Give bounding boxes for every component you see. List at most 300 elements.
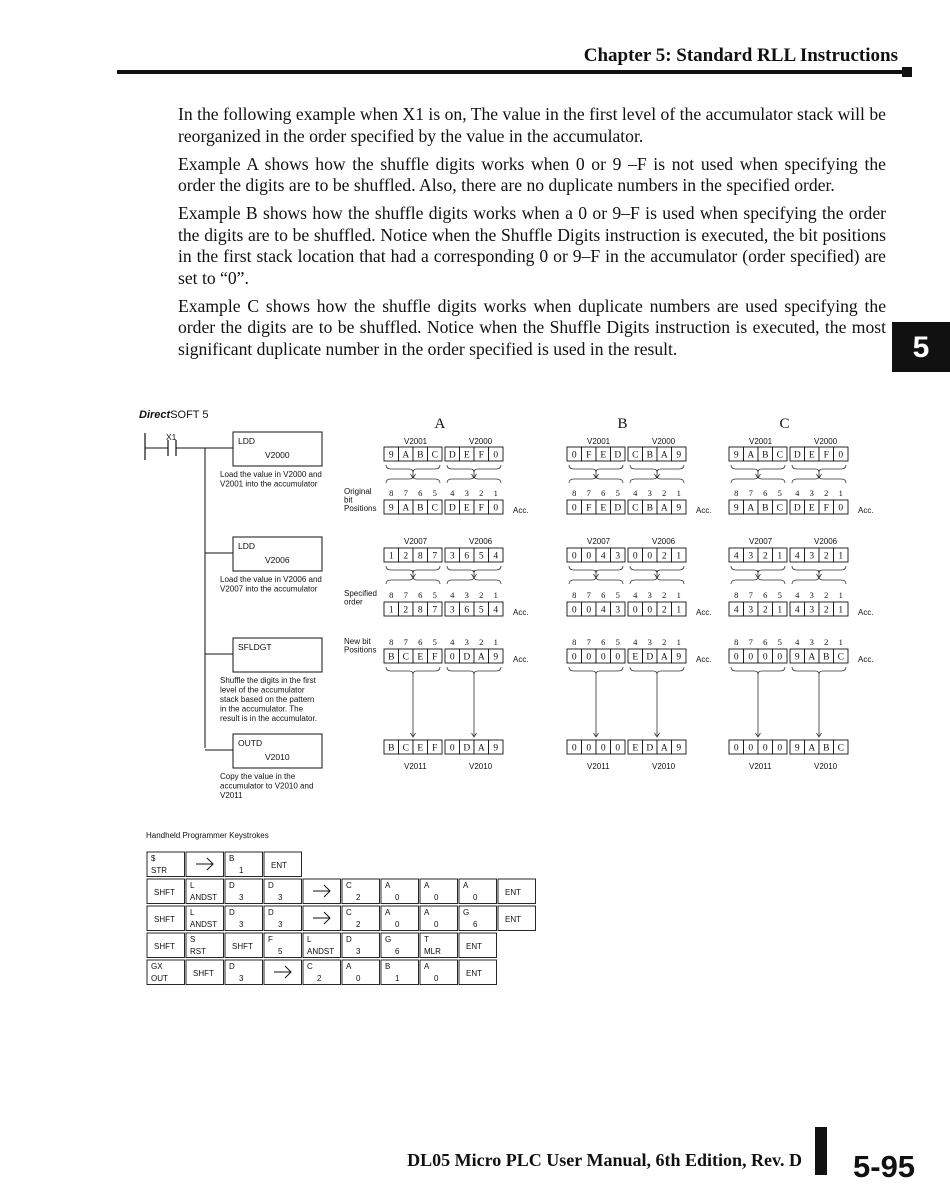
key-bottom-label: 0 <box>473 893 478 902</box>
key-bottom-label: ANDST <box>307 947 335 956</box>
digit-value: 0 <box>733 743 739 754</box>
key-bottom-label: 3 <box>278 920 283 929</box>
digit-value: D <box>793 503 801 514</box>
digit-value: 1 <box>838 551 844 562</box>
register-label: V2011 <box>587 762 610 771</box>
brace <box>569 667 623 674</box>
digit-value: 5 <box>478 551 484 562</box>
digit-value: B <box>646 503 653 514</box>
bit-number: 7 <box>748 637 753 647</box>
key-label: SHFT <box>193 969 214 978</box>
digit-value: C <box>632 450 639 461</box>
digit-value: 3 <box>449 551 455 562</box>
bit-number: 3 <box>647 637 652 647</box>
brace <box>731 577 785 584</box>
key-top-label: A <box>385 908 391 917</box>
bit-number: 6 <box>763 637 768 647</box>
digit-value: 3 <box>748 605 754 616</box>
digit-value: 4 <box>493 605 499 616</box>
digit-value: F <box>478 450 484 461</box>
digit-value: 9 <box>794 743 800 754</box>
register-label: V2007 <box>749 537 773 546</box>
digit-value: D <box>646 652 654 663</box>
digit-value: E <box>463 450 470 461</box>
digit-value: A <box>808 743 816 754</box>
bit-number: 8 <box>734 590 739 600</box>
digit-value: D <box>448 450 456 461</box>
brace <box>792 667 846 674</box>
digit-value: F <box>823 450 829 461</box>
key-bottom-label: 1 <box>239 866 244 875</box>
bit-number: 6 <box>601 590 606 600</box>
row-label-new: New bit <box>344 637 371 646</box>
digit-value: D <box>614 450 622 461</box>
accumulator-label: Acc. <box>696 655 712 664</box>
bit-number: 1 <box>493 488 498 498</box>
key-bottom-label: 0 <box>434 920 439 929</box>
output-value-cells <box>729 740 848 754</box>
key-bottom-label: 0 <box>356 974 361 983</box>
bit-number: 3 <box>809 488 814 498</box>
instruction-description: V2001 into the accumulator <box>220 479 318 489</box>
bit-number: 5 <box>615 637 620 647</box>
source-value-cells <box>729 447 848 461</box>
contact-label: X1 <box>166 432 177 442</box>
accumulator-label: Acc. <box>513 655 529 664</box>
bit-number: 5 <box>432 488 437 498</box>
digit-value: 9 <box>733 450 739 461</box>
digit-value: 0 <box>632 605 638 616</box>
bit-number: 1 <box>838 488 843 498</box>
digit-value: C <box>776 450 783 461</box>
bit-number: 3 <box>809 637 814 647</box>
bit-number: 1 <box>838 590 843 600</box>
bit-number: 2 <box>479 637 484 647</box>
digit-value: 9 <box>493 743 499 754</box>
digit-value: 9 <box>676 450 682 461</box>
digit-value: B <box>388 743 395 754</box>
register-label: V2006 <box>652 537 676 546</box>
bit-number: 2 <box>479 488 484 498</box>
bit-number: 7 <box>403 590 408 600</box>
register-label: V2001 <box>749 437 773 446</box>
software-brand <box>139 409 209 421</box>
brace <box>630 476 684 483</box>
digit-value: 9 <box>676 743 682 754</box>
digit-value: 2 <box>823 605 829 616</box>
instruction-description: result is in the accumulator. <box>220 714 317 723</box>
instruction-name: LDD <box>238 541 256 551</box>
original-bit-cells <box>729 500 848 514</box>
digit-value: 4 <box>733 551 739 562</box>
bit-number: 2 <box>824 637 829 647</box>
digit-value: 1 <box>838 605 844 616</box>
digit-value: 6 <box>464 551 470 562</box>
key-label: ENT <box>271 861 287 870</box>
key-top-label: D <box>268 908 274 917</box>
bit-number: 8 <box>572 637 577 647</box>
paragraph-1: In the following example when X1 is on, The value in the first level of the accumulator stack will be reorganized in the order specified by the value in the accumulator. <box>178 104 886 146</box>
bit-numbers <box>389 590 498 600</box>
bit-number: 8 <box>389 488 394 498</box>
new-position-cells <box>567 649 686 663</box>
digit-value: 4 <box>493 551 499 562</box>
digit-value: 0 <box>838 450 844 461</box>
keystroke-row <box>147 879 536 904</box>
bit-number: 8 <box>572 488 577 498</box>
digit-value: B <box>417 503 424 514</box>
digit-value: 9 <box>388 450 394 461</box>
digit-value: C <box>837 743 844 754</box>
output-value-cells <box>384 740 503 754</box>
example-title: B <box>617 416 628 432</box>
digit-value: A <box>402 450 410 461</box>
bit-number: 1 <box>493 590 498 600</box>
key-label: SHFT <box>232 942 253 951</box>
bit-number: 2 <box>824 488 829 498</box>
digit-value: F <box>432 652 438 663</box>
key-bottom-label: 3 <box>356 947 361 956</box>
bit-number: 1 <box>493 637 498 647</box>
digit-value: 0 <box>615 743 621 754</box>
digit-value: B <box>388 652 395 663</box>
digit-value: C <box>837 652 844 663</box>
digit-value: D <box>646 743 654 754</box>
register-label: V2011 <box>749 762 772 771</box>
digit-value: 7 <box>432 551 438 562</box>
digit-value: 0 <box>571 450 577 461</box>
bit-number: 2 <box>824 590 829 600</box>
key-top-label: F <box>268 935 273 944</box>
chapter-tab: 5 <box>892 322 950 372</box>
instruction-name: SFLDGT <box>238 642 272 652</box>
key-label: ENT <box>466 969 482 978</box>
digit-value: F <box>478 503 484 514</box>
row-label-original: Original <box>344 487 372 496</box>
key-top-label: T <box>424 935 429 944</box>
digit-value: A <box>660 743 668 754</box>
row-label-specified: order <box>344 597 363 607</box>
digit-value: 4 <box>794 551 800 562</box>
instruction-description: Copy the value in the <box>220 772 296 781</box>
bit-number: 7 <box>403 637 408 647</box>
paragraph-2: Example A shows how the shuffle digits works when 0 or 9 –F is not used when specifying the order the digits are to be shuffled. Also, there are no duplicate numbers in the specified order. <box>178 153 886 195</box>
digit-value: 0 <box>449 652 455 663</box>
register-label: V2000 <box>469 437 493 446</box>
bit-number: 1 <box>676 637 681 647</box>
brace <box>792 577 846 584</box>
digit-value: 0 <box>777 743 783 754</box>
key-label: SHFT <box>154 942 175 951</box>
instruction-description: in the accumulator. The <box>220 704 304 714</box>
instruction-name: OUTD <box>238 738 263 748</box>
key-top-label: C <box>307 962 313 971</box>
bit-number: 3 <box>809 590 814 600</box>
accumulator-label: Acc. <box>513 608 529 617</box>
digit-value: 9 <box>733 503 739 514</box>
bit-number: 8 <box>572 590 577 600</box>
bit-number: 1 <box>676 590 681 600</box>
digit-value: E <box>600 503 607 514</box>
digit-value: 0 <box>838 503 844 514</box>
key-bottom-label: 0 <box>395 893 400 902</box>
paragraph-4: Example C shows how the shuffle digits works when duplicate numbers are used specifying the order the digits are to be shuffled. Notice when the Shuffle Digits instruction is executed, the most significant duplicate number in the order specified is used in the result. <box>178 295 886 359</box>
digit-value: 1 <box>676 605 682 616</box>
digit-value: B <box>417 450 424 461</box>
digit-value: B <box>823 652 830 663</box>
row-label-original: Positions <box>344 504 377 513</box>
key-top-label: D <box>229 962 235 971</box>
key-top-label: A <box>424 908 430 917</box>
register-label: V2001 <box>587 437 611 446</box>
original-bit-cells <box>384 500 503 514</box>
key-bottom-label: STR <box>151 866 167 875</box>
key-bottom-label: MLR <box>424 947 441 956</box>
digit-value: 8 <box>417 605 423 616</box>
bit-number: 4 <box>795 637 800 647</box>
key-top-label: D <box>229 881 235 890</box>
key-bottom-label: ANDST <box>190 893 218 902</box>
digit-value: 2 <box>661 605 667 616</box>
register-label: V2006 <box>469 537 493 546</box>
digit-value: 1 <box>777 605 783 616</box>
register-label: V2007 <box>404 537 428 546</box>
digit-value: 4 <box>600 605 606 616</box>
key-top-label: C <box>346 881 352 890</box>
keystroke-row <box>147 906 536 931</box>
new-position-cells <box>729 649 848 663</box>
accumulator-label: Acc. <box>696 506 712 515</box>
digit-value: 0 <box>748 652 754 663</box>
bit-numbers <box>734 488 843 498</box>
digit-value: 1 <box>676 551 682 562</box>
key-top-label: A <box>385 881 391 890</box>
digit-value: 3 <box>449 605 455 616</box>
digit-value: 6 <box>464 605 470 616</box>
digit-value: F <box>823 503 829 514</box>
digit-value: 3 <box>809 605 815 616</box>
digit-value: 0 <box>615 652 621 663</box>
output-arrow <box>411 674 416 737</box>
digit-value: D <box>793 450 801 461</box>
bit-number: 8 <box>389 590 394 600</box>
source-value-cells <box>567 447 686 461</box>
key-bottom-label: 0 <box>395 920 400 929</box>
digit-value: 3 <box>615 605 621 616</box>
digit-value: 0 <box>748 743 754 754</box>
digit-value: B <box>762 450 769 461</box>
digit-value: 1 <box>388 605 394 616</box>
bit-number: 4 <box>795 590 800 600</box>
bit-number: 5 <box>432 637 437 647</box>
bit-number: 2 <box>479 590 484 600</box>
digit-value: E <box>808 450 815 461</box>
key-top-label: L <box>190 881 195 890</box>
digit-value: 7 <box>432 605 438 616</box>
digit-value: 2 <box>762 551 768 562</box>
brace <box>569 476 623 483</box>
key-top-label: A <box>346 962 352 971</box>
footer-manual-title: DL05 Micro PLC User Manual, 6th Edition, Rev. D <box>407 1150 802 1170</box>
output-arrow <box>655 674 660 737</box>
digit-value: 0 <box>586 551 592 562</box>
bit-number: 4 <box>633 637 638 647</box>
brace <box>630 577 684 584</box>
instruction-description: Load the value in V2006 and <box>220 575 322 584</box>
bit-number: 7 <box>748 488 753 498</box>
key-label: SHFT <box>154 888 175 897</box>
key-top-label: G <box>385 935 392 944</box>
accumulator-label: Acc. <box>696 608 712 617</box>
key-bottom-label: 1 <box>395 974 400 983</box>
bit-number: 2 <box>662 590 667 600</box>
key-top-label: D <box>346 935 352 944</box>
digit-value: F <box>586 450 592 461</box>
bit-number: 8 <box>734 637 739 647</box>
digit-value: 9 <box>676 652 682 663</box>
digit-value: 0 <box>571 605 577 616</box>
digit-value: E <box>417 743 424 754</box>
instruction-operand: V2000 <box>265 450 290 460</box>
bit-number: 4 <box>795 488 800 498</box>
key-bottom-label: OUT <box>151 974 168 983</box>
digit-value: 0 <box>632 551 638 562</box>
key-bottom-label: 3 <box>239 920 244 929</box>
key-top-label: A <box>424 881 430 890</box>
digit-value: 2 <box>762 605 768 616</box>
output-arrow <box>817 674 822 737</box>
digit-value: 0 <box>586 652 592 663</box>
brace <box>731 667 785 674</box>
brace <box>386 667 440 674</box>
bit-number: 3 <box>464 590 469 600</box>
bit-number: 7 <box>748 590 753 600</box>
digit-value: 9 <box>676 503 682 514</box>
digit-value: 9 <box>493 652 499 663</box>
digit-value: 0 <box>733 652 739 663</box>
specified-order-cells <box>384 602 503 616</box>
digit-value: F <box>586 503 592 514</box>
bit-numbers <box>389 637 498 647</box>
instruction-description: V2011 <box>220 791 243 800</box>
bit-number: 6 <box>418 590 423 600</box>
bit-number: 4 <box>450 590 455 600</box>
bit-number: 5 <box>777 488 782 498</box>
key-bottom-label: 0 <box>434 893 439 902</box>
accumulator-label: Acc. <box>858 608 874 617</box>
digit-value: A <box>747 450 755 461</box>
bit-number: 6 <box>418 637 423 647</box>
digit-value: E <box>632 743 639 754</box>
digit-value: E <box>808 503 815 514</box>
accumulator-label: Acc. <box>513 506 529 515</box>
digit-value: C <box>431 450 438 461</box>
bit-numbers <box>734 590 843 600</box>
digit-value: 2 <box>403 551 409 562</box>
digit-value: A <box>660 450 668 461</box>
instruction-description: V2007 into the accumulator <box>220 584 318 594</box>
key-bottom-label: 3 <box>278 893 283 902</box>
instruction-description: Load the value in V2000 and <box>220 470 322 479</box>
bit-numbers <box>389 488 498 498</box>
instruction-operand: V2010 <box>265 752 290 762</box>
digit-value: E <box>463 503 470 514</box>
digit-value: 0 <box>600 652 606 663</box>
digit-value: 0 <box>571 503 577 514</box>
digit-value: 0 <box>777 652 783 663</box>
instruction-description: Shuffle the digits in the first <box>220 676 316 685</box>
digit-value: 0 <box>571 551 577 562</box>
bit-number: 5 <box>777 637 782 647</box>
key-top-label: $ <box>151 854 156 863</box>
digit-value: D <box>448 503 456 514</box>
digit-value: 0 <box>493 503 499 514</box>
instruction-operand: V2006 <box>265 555 290 565</box>
key-top-label: A <box>424 962 430 971</box>
digit-value: A <box>402 503 410 514</box>
specified-source-cells <box>729 548 848 562</box>
page-header-title: Chapter 5: Standard RLL Instructions <box>583 45 898 66</box>
row-label-original: bit <box>344 495 353 505</box>
digit-value: C <box>402 652 409 663</box>
bit-number: 3 <box>647 590 652 600</box>
key-top-label: L <box>190 908 195 917</box>
instruction-description: level of the accumulator <box>220 685 305 695</box>
register-label: V2007 <box>587 537 611 546</box>
bit-number: 8 <box>734 488 739 498</box>
bit-number: 4 <box>450 488 455 498</box>
output-value-cells <box>567 740 686 754</box>
brand-rest: SOFT 5 <box>170 409 209 421</box>
digit-value: C <box>632 503 639 514</box>
register-label: V2000 <box>814 437 838 446</box>
key-top-label: B <box>385 962 391 971</box>
new-position-cells <box>384 649 503 663</box>
brace <box>447 577 501 584</box>
key-top-label: C <box>346 908 352 917</box>
bit-number: 5 <box>615 590 620 600</box>
key-top-label: D <box>229 908 235 917</box>
key-bottom-label: 5 <box>278 947 283 956</box>
digit-value: 0 <box>586 605 592 616</box>
digit-value: D <box>614 503 622 514</box>
original-bit-cells <box>567 500 686 514</box>
bit-number: 5 <box>432 590 437 600</box>
digit-value: 0 <box>647 605 653 616</box>
instruction-description: accumulator to V2010 and <box>220 781 314 791</box>
digit-value: A <box>477 743 485 754</box>
key-bottom-label: 3 <box>239 893 244 902</box>
key-bottom-label: 6 <box>395 947 400 956</box>
key-label: ENT <box>505 888 521 897</box>
bit-number: 1 <box>838 637 843 647</box>
digit-value: 0 <box>493 450 499 461</box>
digit-value: 5 <box>478 605 484 616</box>
bit-number: 7 <box>403 488 408 498</box>
bit-number: 8 <box>389 637 394 647</box>
keystroke-row <box>147 960 497 985</box>
bit-number: 7 <box>586 488 591 498</box>
digit-value: 2 <box>403 605 409 616</box>
bit-number: 4 <box>633 590 638 600</box>
digit-value: B <box>762 503 769 514</box>
brand-italic: Direct <box>139 409 171 421</box>
key-bottom-label: 3 <box>239 974 244 983</box>
register-label: V2006 <box>814 537 838 546</box>
register-label: V2001 <box>404 437 428 446</box>
digit-value: 3 <box>615 551 621 562</box>
digit-value: A <box>660 652 668 663</box>
